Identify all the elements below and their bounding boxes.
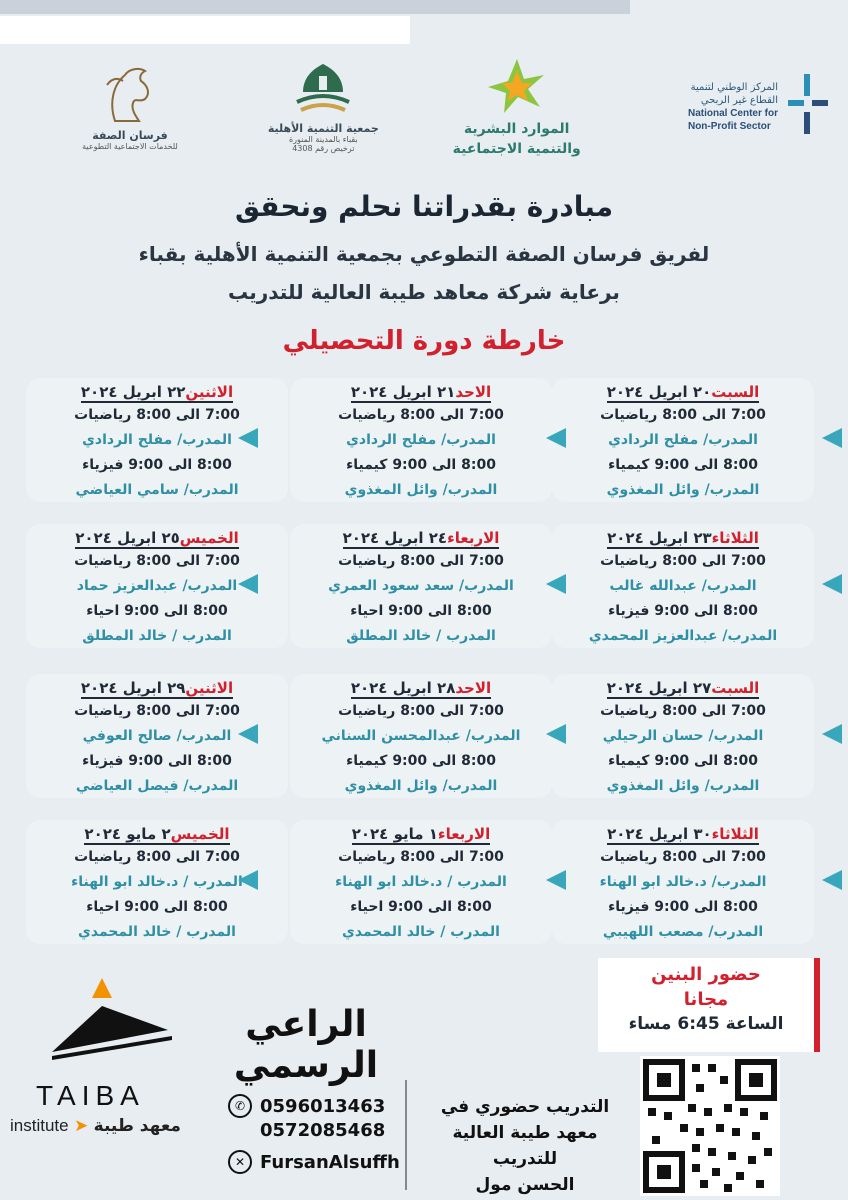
ncnp-en2: Non-Profit Sector bbox=[687, 121, 771, 132]
session-2: 8:00 الى 9:00 احياء bbox=[86, 899, 228, 915]
schedule-card bbox=[290, 378, 552, 502]
hrsd-line2: والتنمية الاجتماعية bbox=[452, 141, 581, 157]
trainer-1: المدرب / د.خالد ابو الهناء bbox=[71, 874, 243, 890]
logos-row bbox=[40, 52, 830, 162]
arrow-left-icon bbox=[238, 574, 258, 594]
day-name: الخميس bbox=[179, 529, 239, 547]
fursan-logo bbox=[40, 63, 220, 151]
session-1: 7:00 الى 8:00 رياضيات bbox=[600, 849, 766, 865]
card-day bbox=[290, 381, 552, 403]
session-1: 7:00 الى 8:00 رياضيات bbox=[600, 407, 766, 423]
arrow-left-icon bbox=[238, 724, 258, 744]
trainer-2: المدرب/ فيصل العياضي bbox=[75, 778, 239, 794]
fursan-name: فرسان الصفة bbox=[92, 129, 168, 142]
day-name: السبت bbox=[711, 679, 760, 697]
subtitle-team: لفريق فرسان الصفة التطوعي بجمعية التنمية الأهلية بقباء bbox=[138, 242, 710, 266]
attendance-free: مجانا bbox=[683, 989, 729, 1010]
card-day bbox=[26, 677, 288, 699]
day-name: الثلاثاء bbox=[711, 825, 759, 843]
chevron-right-icon: ➤ bbox=[74, 1116, 89, 1136]
session-2: 8:00 الى 9:00 فيزياء bbox=[82, 457, 232, 473]
session-1: 7:00 الى 8:00 رياضيات bbox=[338, 407, 504, 423]
trainer-1: المدرب/ عبدالمحسن السناني bbox=[321, 728, 521, 744]
day-name: الاحد bbox=[455, 383, 492, 401]
card-day bbox=[26, 381, 288, 403]
top-decor-bar bbox=[0, 0, 630, 14]
day-date: ٣٠ ابريل ٢٠٢٤ bbox=[607, 825, 712, 843]
ncnp-ar2: القطاع غير الربحي bbox=[700, 95, 778, 106]
taiba-logo-icon bbox=[32, 976, 192, 1076]
card-day bbox=[552, 527, 814, 549]
card-day bbox=[26, 823, 288, 845]
horse-icon bbox=[95, 63, 165, 125]
session-1: 7:00 الى 8:00 رياضيات bbox=[74, 553, 240, 569]
arrow-left-icon bbox=[546, 724, 566, 744]
card-day bbox=[552, 677, 814, 699]
trainer-1: المدرب/ مفلح الردادي bbox=[82, 432, 232, 448]
trainer-1: المدرب/ د.خالد ابو الهناء bbox=[599, 874, 767, 890]
official-sponsor-title: الراعي الرسمي bbox=[233, 1004, 379, 1086]
arrow-left-icon bbox=[238, 428, 258, 448]
card-day bbox=[26, 527, 288, 549]
training-line3: الحسن مول bbox=[475, 1175, 575, 1195]
session-2: 8:00 الى 9:00 كيمياء bbox=[346, 457, 496, 473]
subtitle-sponsor: برعاية شركة معاهد طيبة العالية للتدريب bbox=[228, 280, 620, 304]
session-2: 8:00 الى 9:00 احياء bbox=[350, 603, 492, 619]
day-name: الثلاثاء bbox=[711, 529, 759, 547]
training-line2: معهد طيبة العالية للتدريب bbox=[452, 1123, 598, 1169]
x-handle: FursanAlsuffh bbox=[260, 1151, 400, 1173]
arrow-left-icon bbox=[546, 870, 566, 890]
hrsd-logo bbox=[427, 57, 607, 157]
attendance-boys: حضور البنين bbox=[651, 964, 761, 985]
card-day bbox=[552, 381, 814, 403]
day-name: الاربعاء bbox=[447, 529, 500, 547]
session-1: 7:00 الى 8:00 رياضيات bbox=[338, 849, 504, 865]
taiba-institute bbox=[10, 1116, 210, 1136]
ncnp-emblem-icon bbox=[786, 72, 830, 142]
arrow-left-icon bbox=[822, 724, 842, 744]
session-1: 7:00 الى 8:00 رياضيات bbox=[600, 553, 766, 569]
day-date: ٢٨ ابريل ٢٠٢٤ bbox=[350, 679, 456, 697]
trainer-2: المدرب / خالد المطلق bbox=[346, 628, 496, 644]
card-day bbox=[290, 527, 552, 549]
ncnp-ar1: المركز الوطني لتنمية bbox=[690, 82, 778, 93]
trainer-2: المدرب/ وائل المغذوي bbox=[344, 778, 498, 794]
course-map-title: خارطة دورة التحصيلي bbox=[282, 326, 566, 356]
trainer-1: المدرب/ عبدالعزيز حماد bbox=[76, 578, 238, 594]
trainer-1: المدرب/ عبدالله غالب bbox=[609, 578, 757, 594]
session-2: 8:00 الى 9:00 كيمياء bbox=[608, 753, 758, 769]
trainer-1: المدرب/ مفلح الردادي bbox=[608, 432, 758, 448]
schedule-grid bbox=[0, 378, 848, 958]
fursan-tagline: للخدمات الاجتماعية التطوعية bbox=[82, 142, 178, 151]
hrsd-line1: الموارد البشرية bbox=[463, 121, 570, 137]
day-date: ١ مايو ٢٠٢٤ bbox=[351, 825, 438, 843]
session-1: 7:00 الى 8:00 رياضيات bbox=[338, 553, 504, 569]
day-name: الاثنين bbox=[185, 383, 234, 401]
day-date: ٢٣ ابريل ٢٠٢٤ bbox=[607, 529, 712, 547]
page-title: مبادرة بقدراتنا نحلم ونحقق bbox=[234, 190, 614, 223]
session-2: 8:00 الى 9:00 فيزياء bbox=[82, 753, 232, 769]
training-line1: التدريب حضوري في bbox=[440, 1097, 610, 1117]
divider bbox=[405, 1080, 407, 1190]
session-1: 7:00 الى 8:00 رياضيات bbox=[600, 703, 766, 719]
jamiya-name: جمعية التنمية الأهلية bbox=[267, 121, 379, 135]
session-1: 7:00 الى 8:00 رياضيات bbox=[74, 703, 240, 719]
day-name: الاثنين bbox=[185, 679, 234, 697]
phone1-number: 0596013463 bbox=[260, 1095, 386, 1117]
session-1: 7:00 الى 8:00 رياضيات bbox=[338, 703, 504, 719]
jamiya-city: بقباء بالمدينة المنورة bbox=[288, 134, 358, 144]
trainer-2: المدرب/ وائل المغذوي bbox=[606, 482, 760, 498]
schedule-card bbox=[552, 820, 814, 944]
day-date: ٢٠ ابريل ٢٠٢٤ bbox=[606, 383, 712, 401]
mosque-icon bbox=[293, 62, 353, 118]
day-name: السبت bbox=[711, 383, 760, 401]
trainer-1: المدرب / د.خالد ابو الهناء bbox=[335, 874, 507, 890]
contact-x[interactable] bbox=[228, 1150, 400, 1174]
attendance-box bbox=[598, 958, 820, 1052]
schedule-card bbox=[552, 674, 814, 798]
phone2-number: 0572085468 bbox=[260, 1120, 386, 1141]
day-date: ٢٩ ابريل ٢٠٢٤ bbox=[80, 679, 186, 697]
taiba-institute-ar: معهد طيبة bbox=[93, 1116, 181, 1136]
schedule-card bbox=[290, 524, 552, 648]
day-date: ٢٤ ابريل ٢٠٢٤ bbox=[342, 529, 448, 547]
day-name: الاحد bbox=[455, 679, 492, 697]
arrow-left-icon bbox=[822, 428, 842, 448]
ncnp-logo bbox=[620, 72, 830, 142]
trainer-2: المدرب/ وائل المغذوي bbox=[606, 778, 760, 794]
session-1: 7:00 الى 8:00 رياضيات bbox=[74, 849, 240, 865]
whatsapp-icon: ✆ bbox=[228, 1094, 252, 1118]
training-location bbox=[420, 1094, 630, 1198]
arrow-left-icon bbox=[546, 574, 566, 594]
schedule-card bbox=[290, 674, 552, 798]
taiba-brand: TAIBA bbox=[36, 1080, 145, 1111]
arrow-left-icon bbox=[546, 428, 566, 448]
trainer-2: المدرب / خالد المطلق bbox=[82, 628, 232, 644]
arrow-left-icon bbox=[822, 870, 842, 890]
trainer-1: المدرب/ سعد سعود العمري bbox=[328, 578, 514, 594]
trainer-2: المدرب / خالد المحمدي bbox=[78, 924, 236, 940]
day-name: الاربعاء bbox=[437, 825, 491, 843]
arrow-left-icon bbox=[822, 574, 842, 594]
session-2: 8:00 الى 9:00 احياء bbox=[86, 603, 228, 619]
contact-phone2[interactable] bbox=[260, 1120, 385, 1141]
day-date: ٢ مايو ٢٠٢٤ bbox=[84, 825, 171, 843]
jamiya-logo bbox=[233, 62, 413, 153]
ncnp-en1: National Center for bbox=[687, 108, 778, 119]
schedule-card bbox=[552, 378, 814, 502]
session-2: 8:00 الى 9:00 فيزياء bbox=[608, 899, 758, 915]
trainer-1: المدرب/ صالح العوفي bbox=[82, 728, 232, 744]
session-2: 8:00 الى 9:00 كيمياء bbox=[346, 753, 496, 769]
trainer-2: المدرب/ مصعب اللهيبي bbox=[602, 924, 764, 940]
arrow-left-icon bbox=[238, 870, 258, 890]
trainer-2: المدرب/ وائل المغذوي bbox=[344, 482, 498, 498]
day-date: ٢٧ ابريل ٢٠٢٤ bbox=[606, 679, 712, 697]
schedule-card bbox=[552, 524, 814, 648]
day-name: الخميس bbox=[170, 825, 230, 843]
day-date: ٢٢ ابريل ٢٠٢٤ bbox=[80, 383, 186, 401]
session-2: 8:00 الى 9:00 احياء bbox=[350, 899, 492, 915]
schedule-card bbox=[290, 820, 552, 944]
trainer-2: المدرب / خالد المحمدي bbox=[342, 924, 500, 940]
top-decor-bar-white bbox=[0, 16, 410, 44]
card-day bbox=[552, 823, 814, 845]
session-2: 8:00 الى 9:00 فيزياء bbox=[608, 603, 758, 619]
trainer-1: المدرب/ مفلح الردادي bbox=[346, 432, 496, 448]
taiba-institute-en: institute bbox=[10, 1116, 69, 1135]
hrsd-emblem-icon bbox=[482, 57, 552, 117]
card-day bbox=[290, 823, 552, 845]
session-2: 8:00 الى 9:00 كيمياء bbox=[608, 457, 758, 473]
session-1: 7:00 الى 8:00 رياضيات bbox=[74, 407, 240, 423]
x-icon: ✕ bbox=[228, 1150, 252, 1174]
day-date: ٢٥ ابريل ٢٠٢٤ bbox=[75, 529, 180, 547]
trainer-2: المدرب/ عبدالعزيز المحمدي bbox=[588, 628, 778, 644]
card-day bbox=[290, 677, 552, 699]
jamiya-license: ترخيص رقم 4308 bbox=[292, 143, 355, 153]
day-date: ٢١ ابريل ٢٠٢٤ bbox=[350, 383, 456, 401]
trainer-2: المدرب/ سامي العياضي bbox=[75, 482, 239, 498]
qr-code-icon bbox=[640, 1056, 780, 1196]
contact-phone1[interactable] bbox=[228, 1094, 385, 1118]
attendance-time: الساعة 6:45 مساء bbox=[628, 1014, 784, 1034]
trainer-1: المدرب/ حسان الرحيلي bbox=[602, 728, 764, 744]
